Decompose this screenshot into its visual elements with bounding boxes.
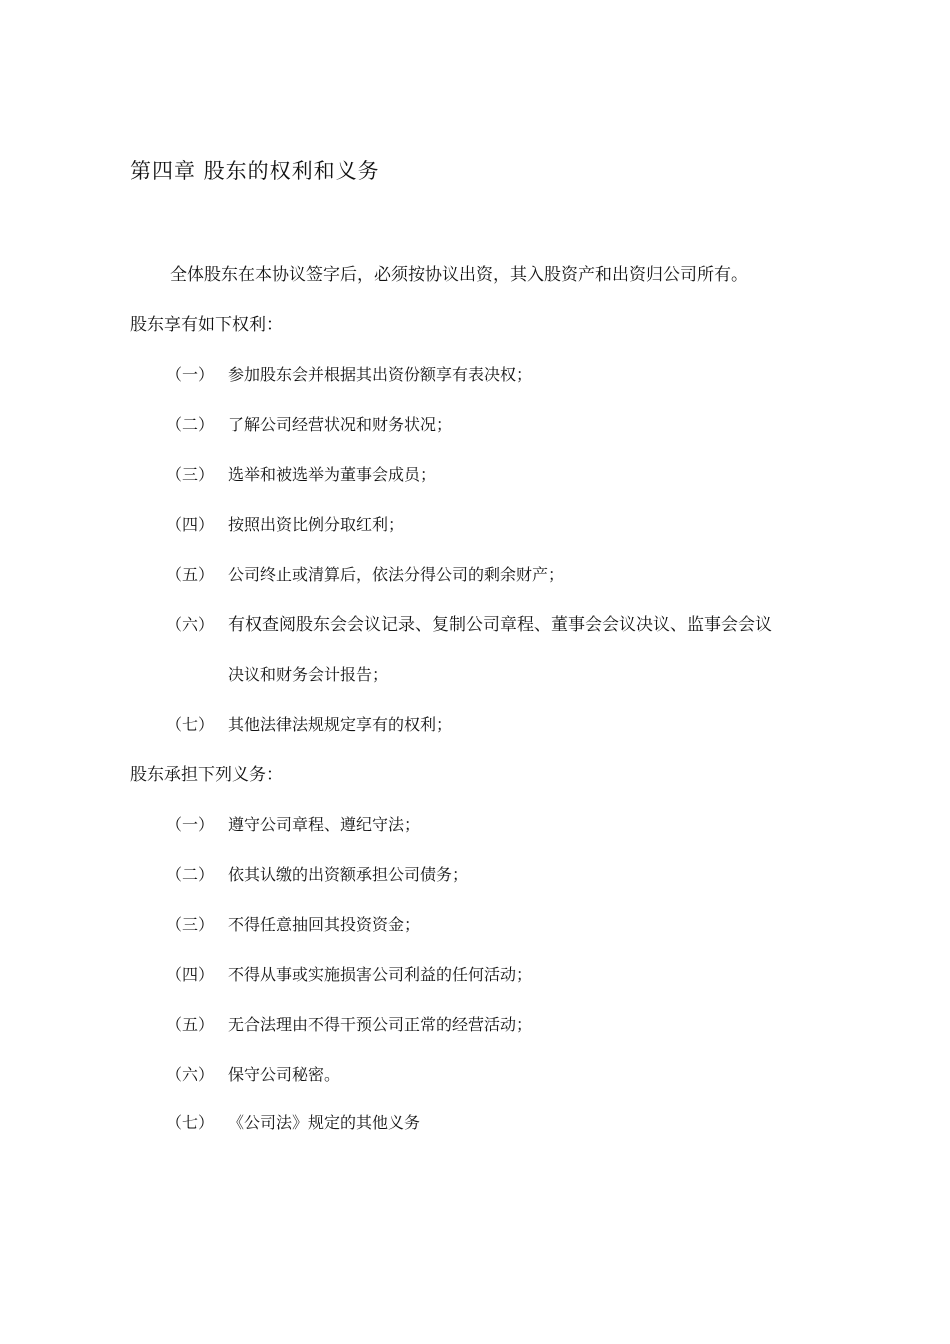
item-text: 按照出资比例分取红利；: [228, 515, 405, 534]
item-text: 《公司法》规定的其他义务: [228, 1113, 421, 1132]
item-text: 不得任意抽回其投资资金；: [228, 915, 421, 934]
item-number: （六）: [166, 615, 215, 634]
item-number: （四）: [166, 515, 215, 534]
rights-item: [166, 512, 404, 538]
item-text: 依其认缴的出资额承担公司债务；: [228, 865, 469, 884]
item-number: （二）: [166, 415, 215, 434]
item-text: 遵守公司章程、遵纪守法；: [228, 815, 421, 834]
item-text: 保守公司秘密。: [228, 1065, 341, 1084]
rights-item: [166, 412, 452, 438]
intro-paragraph: 全体股东在本协议签字后，必须按协议出资，其入股资产和出资归公司所有。: [170, 265, 748, 285]
item-number: （三）: [166, 465, 215, 484]
item-text: 不得从事或实施损害公司利益的任何活动；: [228, 965, 533, 984]
item-text: 参加股东会并根据其出资份额享有表决权；: [228, 365, 533, 384]
obligations-item: [166, 1012, 532, 1038]
item-text: 选举和被选举为董事会成员；: [228, 465, 437, 484]
obligations-item: [166, 1062, 340, 1088]
item-number: （六）: [166, 1065, 215, 1084]
obligations-item: [166, 1110, 420, 1136]
rights-item: [166, 562, 564, 588]
item-number: （一）: [166, 815, 215, 834]
item-number: （七）: [166, 715, 215, 734]
item-number: （三）: [166, 915, 215, 934]
rights-label: 股东享有如下权利：: [130, 315, 283, 335]
obligations-item: [166, 812, 420, 838]
item-number: （四）: [166, 965, 215, 984]
rights-item: [166, 612, 772, 638]
obligations-item: [166, 962, 532, 988]
rights-item: [166, 462, 436, 488]
obligations-item: [166, 912, 420, 938]
item-number: （七）: [166, 1113, 215, 1132]
chapter-title: 第四章 股东的权利和义务: [130, 159, 380, 183]
item-number: （一）: [166, 365, 215, 384]
item-number: （二）: [166, 865, 215, 884]
item-text: 有权查阅股东会会议记录、复制公司章程、董事会会议决议、监事会会议: [228, 615, 772, 635]
item-number: （五）: [166, 1015, 215, 1034]
item-text: 公司终止或清算后，依法分得公司的剩余财产；: [228, 565, 565, 584]
rights-item: [166, 712, 452, 738]
rights-item-continuation: 决议和财务会计报告；: [228, 665, 389, 684]
item-text: 了解公司经营状况和财务状况；: [228, 415, 453, 434]
item-number: （五）: [166, 565, 215, 584]
obligations-label: 股东承担下列义务：: [130, 765, 283, 785]
rights-item: [166, 362, 532, 388]
item-text: 其他法律法规规定享有的权利；: [228, 715, 453, 734]
obligations-item: [166, 862, 468, 888]
item-text: 无合法理由不得干预公司正常的经营活动；: [228, 1015, 533, 1034]
